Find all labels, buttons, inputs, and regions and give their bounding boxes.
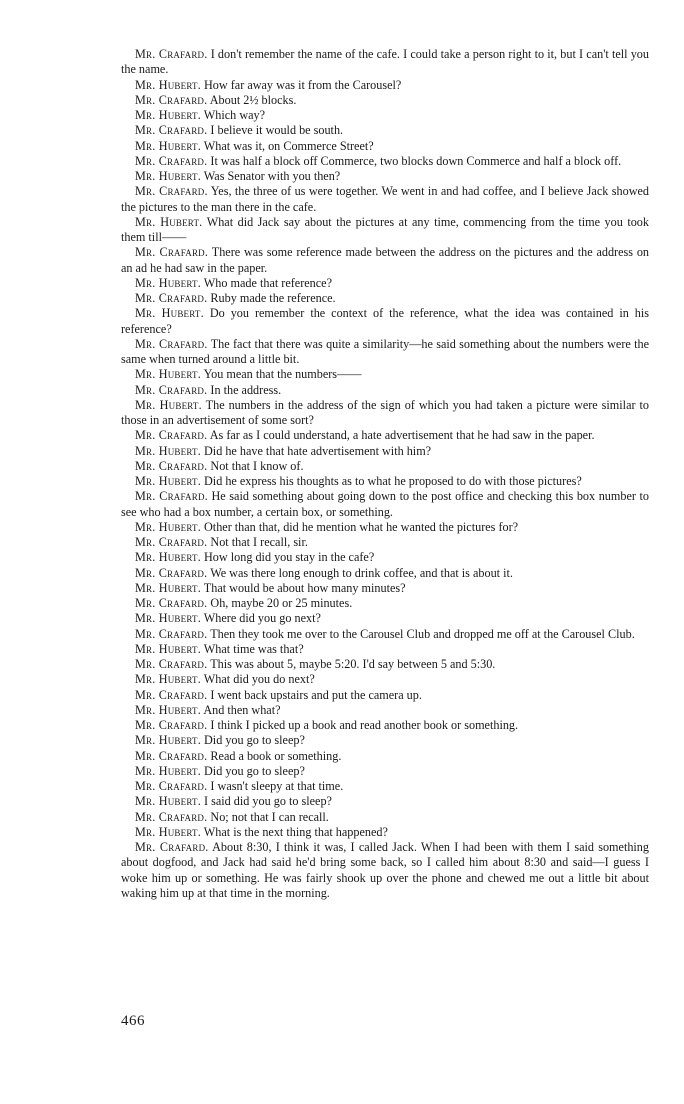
transcript-paragraph [121,535,649,550]
transcript-paragraph [121,596,649,611]
speaker-name: Mr. Crafard. [135,47,208,61]
speaker-name: Mr. Hubert. [135,611,201,626]
speaker-name: Mr. Hubert. [135,763,201,778]
speaker-name: Mr. Crafard. [135,657,208,671]
testimony-text: Other than that, did he mention what he wanted the pictures for? [204,519,519,534]
speaker-name: Mr. Hubert. [135,397,202,412]
testimony-text: There was some reference made between the address on the pictures and the address on an ad he had saw in the paper. [121,245,650,275]
speaker-name: Mr. Hubert. [135,367,201,382]
speaker-name: Mr. Crafard. [135,840,209,854]
speaker-name: Mr. Hubert. [135,77,201,92]
speaker-name: Mr. Hubert. [135,519,201,534]
testimony-text: We was there long enough to drink coffee, and that is about it. [210,565,513,580]
transcript-paragraph [121,215,649,246]
testimony-text: That would be about how many minutes? [203,580,406,595]
testimony-text: What time was that? [203,641,304,656]
transcript-paragraph [121,749,649,764]
speaker-name: Mr. Hubert. [135,474,201,488]
speaker-name: Mr. Hubert. [135,672,201,687]
testimony-text: Not that I recall, sir. [210,535,308,549]
transcript-paragraph [121,611,649,626]
testimony-text: Ruby made the reference. [210,291,336,305]
testimony-text: I wasn't sleepy at that time. [210,779,344,793]
testimony-text: It was half a block off Commerce, two blocks down Commerce and half a block off. [210,153,622,168]
transcript-paragraph [121,47,649,78]
testimony-text: Yes, the three of us were together. We went in and had coffee, and I believe Jack showed the pictures to the man there in the cafe. [121,184,649,214]
testimony-text: How far away was it from the Carousel? [204,77,402,92]
testimony-text: Which way? [203,108,266,122]
transcript-paragraph [121,840,649,901]
transcript-paragraph [121,489,649,520]
transcript-paragraph [121,672,649,687]
testimony-text: About 8:30, I think it was, I called Jack. When I had been with them I said something about dogfood, and Jack had said he'd bring some back, so I called him about 8:30 and said—I guess I woke him up or something. He was fairly shook up over the phone and chewed me out a little bit about waking him up at that time in the morning. [121,840,649,900]
testimony-text: Where did you go next? [203,611,321,626]
testimony-text: Read a book or something. [210,748,342,763]
speaker-name: Mr. Hubert. [135,138,201,153]
testimony-text: I don't remember the name of the cafe. I could take a person right to it, but I can't tell you the name. [121,47,649,77]
speaker-name: Mr. Hubert. [135,108,201,122]
transcript-paragraph [121,779,649,794]
speaker-name: Mr. Crafard. [135,458,208,473]
transcript-paragraph [121,367,649,382]
testimony-text: Do you remember the context of the reference, what the idea was contained in his reference? [121,306,650,336]
transcript-paragraph [121,428,649,443]
testimony-text: What was it, on Commerce Street? [203,138,374,153]
testimony-text: This was about 5, maybe 5:20. I'd say between 5 and 5:30. [210,657,496,671]
speaker-name: Mr. Crafard. [135,718,208,732]
speaker-name: Mr. Crafard. [135,382,208,397]
speaker-name: Mr. Crafard. [135,153,208,168]
speaker-name: Mr. Hubert. [135,306,204,321]
transcript-body [121,47,649,901]
transcript-paragraph [121,245,649,276]
testimony-text: Not that I know of. [210,458,304,473]
testimony-text: Then they took me over to the Carousel Club and dropped me off at the Carousel Club. [210,626,635,641]
speaker-name: Mr. Hubert. [135,580,201,595]
transcript-paragraph [121,718,649,733]
testimony-text: Did you go to sleep? [204,763,305,778]
transcript-paragraph [121,703,649,718]
testimony-text: Was Senator with you then? [203,169,341,183]
speaker-name: Mr. Crafard. [135,535,208,549]
transcript-paragraph [121,657,649,672]
testimony-text: He said something about going down to the post office and checking this box number to see who had a box number, a certain box, or something. [121,489,650,519]
speaker-name: Mr. Hubert. [135,794,201,809]
transcript-paragraph [121,550,649,565]
testimony-text: I think I picked up a book and read another book or something. [210,718,519,732]
testimony-text: Oh, maybe 20 or 25 minutes. [210,596,353,610]
transcript-paragraph [121,108,649,123]
testimony-text: What did you do next? [203,672,315,687]
transcript-paragraph [121,139,649,154]
transcript-paragraph [121,184,649,215]
testimony-text: The fact that there was quite a similarity—he said something about the numbers were the same when turned around a little bit. [121,336,649,366]
testimony-text: You mean that the numbers—— [203,367,362,382]
transcript-paragraph [121,520,649,535]
speaker-name: Mr. Hubert. [135,702,201,717]
transcript-paragraph [121,398,649,429]
speaker-name: Mr. Crafard. [135,779,208,793]
transcript-paragraph [121,733,649,748]
transcript-paragraph [121,688,649,703]
speaker-name: Mr. Crafard. [135,687,208,702]
speaker-name: Mr. Crafard. [135,626,208,641]
speaker-name: Mr. Crafard. [135,184,208,199]
transcript-paragraph [121,93,649,108]
speaker-name: Mr. Hubert. [135,275,201,290]
speaker-name: Mr. Crafard. [135,596,208,610]
testimony-text: Who made that reference? [203,275,333,290]
speaker-name: Mr. Crafard. [135,748,208,763]
transcript-paragraph [121,825,649,840]
transcript-paragraph [121,566,649,581]
testimony-text: And then what? [203,702,281,717]
speaker-name: Mr. Hubert. [135,824,201,839]
transcript-paragraph [121,169,649,184]
transcript-paragraph [121,810,649,825]
speaker-name: Mr. Hubert. [135,214,203,229]
transcript-paragraph [121,154,649,169]
transcript-paragraph [121,627,649,642]
transcript-paragraph [121,444,649,459]
testimony-text: I believe it would be south. [210,123,344,138]
transcript-paragraph [121,123,649,138]
testimony-text: Did he express his thoughts as to what he proposed to do with those pictures? [204,474,582,488]
transcript-paragraph [121,459,649,474]
testimony-text: The numbers in the address of the sign of which you had taken a picture were similar to those in an advertisement of some sort? [121,397,649,427]
transcript-paragraph [121,474,649,489]
speaker-name: Mr. Crafard. [135,565,208,580]
testimony-text: What is the next thing that happened? [203,824,388,839]
transcript-paragraph [121,794,649,809]
speaker-name: Mr. Crafard. [135,489,208,504]
speaker-name: Mr. Crafard. [135,336,208,351]
transcript-paragraph [121,291,649,306]
transcript-paragraph [121,764,649,779]
transcript-paragraph [121,642,649,657]
speaker-name: Mr. Hubert. [135,733,201,748]
testimony-text: No; not that I can recall. [210,809,329,824]
speaker-name: Mr. Crafard. [135,291,208,305]
testimony-text: In the address. [210,382,282,397]
transcript-paragraph [121,78,649,93]
testimony-text: About 2½ blocks. [209,92,297,107]
speaker-name: Mr. Hubert. [135,443,201,458]
speaker-name: Mr. Hubert. [135,550,201,565]
testimony-text: How long did you stay in the cafe? [204,550,375,565]
transcript-paragraph [121,276,649,291]
speaker-name: Mr. Crafard. [135,809,208,824]
page-number: 466 [121,1013,145,1029]
testimony-text: What did Jack say about the pictures at any time, commencing from the time you took them till—— [121,214,649,244]
speaker-name: Mr. Crafard. [135,245,209,260]
speaker-name: Mr. Crafard. [135,92,208,107]
testimony-text: I went back upstairs and put the camera up. [210,687,422,702]
testimony-text: I said did you go to sleep? [204,794,332,809]
speaker-name: Mr. Crafard. [135,428,208,443]
speaker-name: Mr. Hubert. [135,169,201,183]
speaker-name: Mr. Hubert. [135,641,201,656]
testimony-text: Did you go to sleep? [204,733,305,748]
transcript-paragraph [121,581,649,596]
testimony-text: As far as I could understand, a hate advertisement that he had saw in the paper. [209,428,595,443]
speaker-name: Mr. Crafard. [135,123,208,138]
transcript-paragraph [121,337,649,368]
testimony-text: Did he have that hate advertisement with him? [204,443,432,458]
transcript-paragraph [121,306,649,337]
transcript-paragraph [121,383,649,398]
